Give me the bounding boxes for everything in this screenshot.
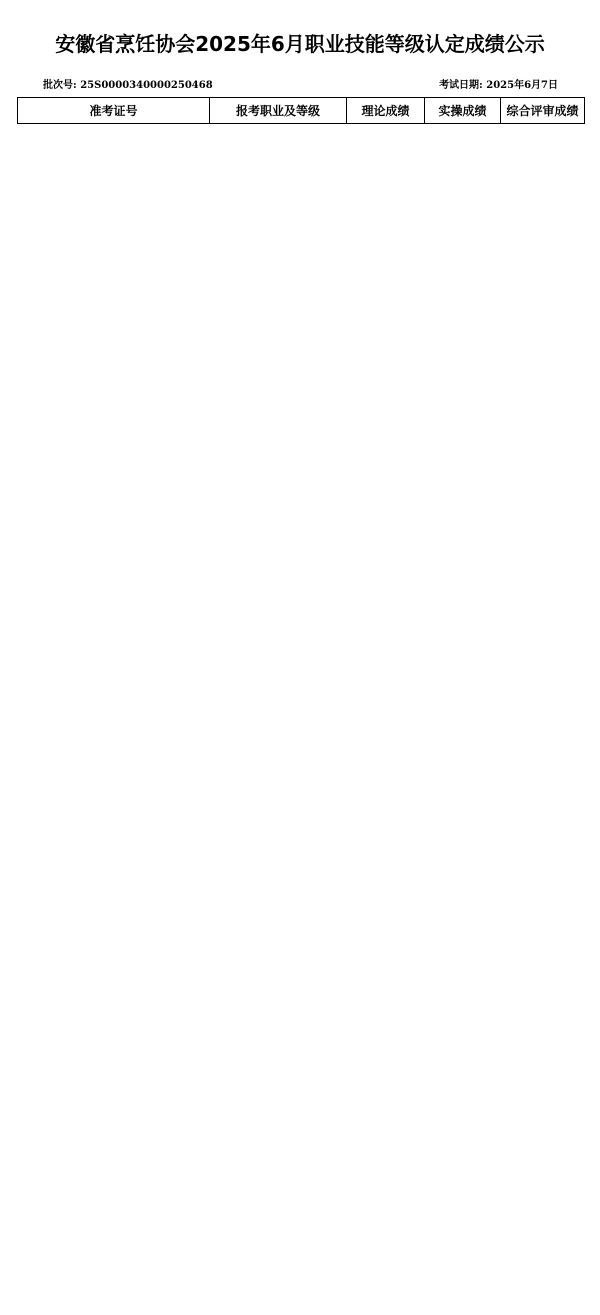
header-comprehensive-score: 综合评审成绩 [501, 98, 585, 124]
header-exam-id: 准考证号 [18, 98, 210, 124]
table-header-row [18, 98, 585, 124]
page-title: 安徽省烹饪协会2025年6月职业技能等级认定成绩公示 [55, 32, 545, 56]
exam-date-value: 2025年6月7日 [486, 80, 558, 91]
header-theory-score: 理论成绩 [347, 98, 425, 124]
batch-value: 25S0000340000250468 [80, 80, 213, 91]
scores-table [17, 97, 585, 124]
batch-number [43, 78, 213, 94]
header-practical-score: 实操成绩 [425, 98, 501, 124]
batch-label: 批次号: [43, 80, 77, 91]
exam-date [439, 78, 558, 94]
header-job-level: 报考职业及等级 [210, 98, 347, 124]
exam-date-label: 考试日期: [439, 80, 483, 91]
